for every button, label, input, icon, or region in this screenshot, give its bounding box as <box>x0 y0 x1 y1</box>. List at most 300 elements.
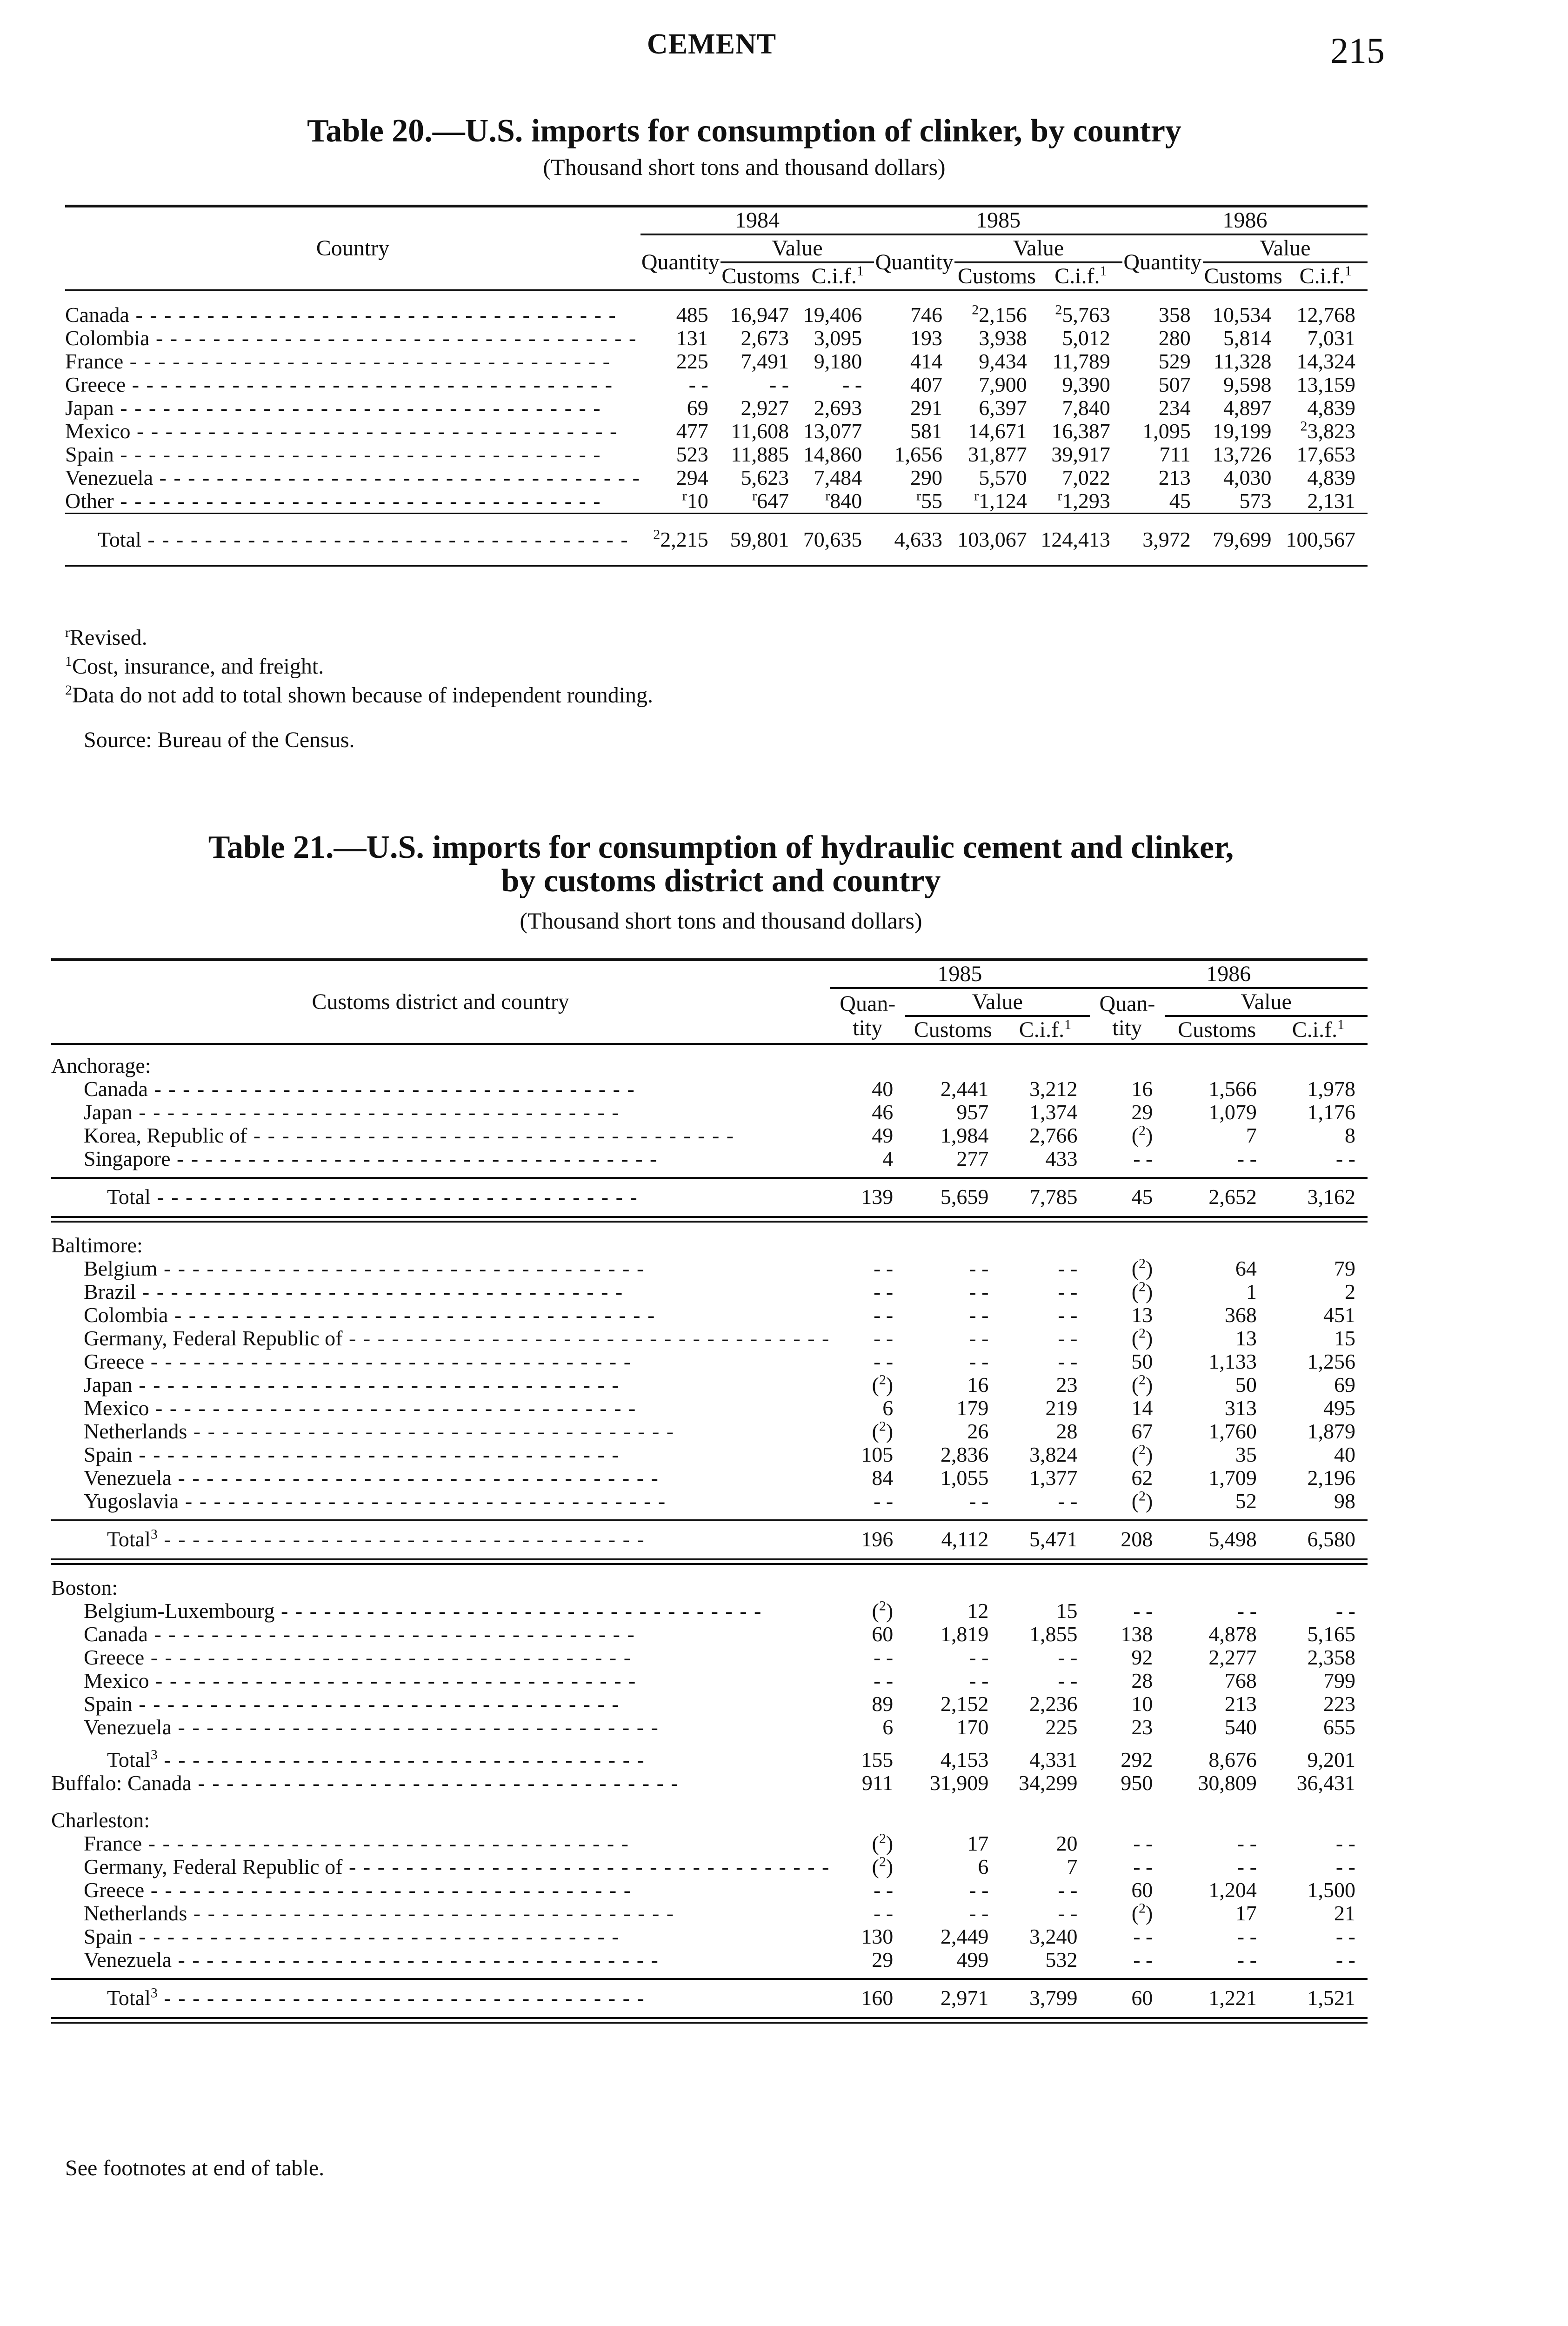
note-2: $^2$Data do not add to total shown because of independent rounding. <box>65 682 654 708</box>
value-cell: 11,608 <box>731 419 789 443</box>
col-cif: C.i.f.$^1$ <box>811 263 864 288</box>
value-cell: 29 <box>872 1948 894 1972</box>
value-cell: 581 <box>910 419 943 443</box>
value-cell: ($^2$) <box>1131 1279 1153 1303</box>
country-name: Colombia - - - <box>51 1303 830 1327</box>
table20-source: Source: Bureau of the Census. <box>84 728 355 752</box>
table21-title-line2: by customs district and country <box>501 863 941 899</box>
table-row <box>51 1280 1368 1303</box>
country-name: Greece - - - <box>51 1350 830 1373</box>
value-cell: 290 <box>910 466 943 489</box>
total-row <box>65 514 1368 566</box>
value-cell: 11,789 <box>1052 349 1110 373</box>
country-name: Korea, Republic of - - - <box>51 1124 830 1147</box>
value-cell: 3,799 <box>1029 1986 1078 2010</box>
value-cell: 1,377 <box>1029 1466 1078 1490</box>
col-value: Value <box>721 234 874 262</box>
value-cell: - - <box>1335 1831 1355 1855</box>
value-cell: - - <box>1058 1901 1078 1925</box>
value-cell: $^2$2,156 <box>972 302 1027 327</box>
country-name: France - - - <box>65 350 641 373</box>
value-cell: 138 <box>1121 1622 1153 1646</box>
table-row <box>65 373 1368 396</box>
value-cell: 98 <box>1334 1489 1355 1513</box>
district-name: Charleston: <box>51 1809 150 1832</box>
value-cell: 280 <box>1158 326 1191 350</box>
value-cell: $^r$10 <box>682 488 708 513</box>
value-cell: - - <box>1237 1948 1257 1972</box>
value-cell: - - <box>1133 1831 1153 1855</box>
value-cell: 1,566 <box>1208 1077 1257 1101</box>
value-cell: 67 <box>1131 1419 1153 1443</box>
table-row <box>51 1327 1368 1350</box>
year-1985: 1985 <box>830 960 1089 988</box>
table-row <box>51 1716 1368 1739</box>
table-row <box>51 1420 1368 1443</box>
value-cell: 8,676 <box>1208 1748 1257 1771</box>
value-cell: 155 <box>861 1748 894 1771</box>
value-cell: 2,131 <box>1307 489 1355 513</box>
value-cell: 3,095 <box>814 326 862 350</box>
total-label: Total$^3$ - - - <box>51 1528 830 1551</box>
value-cell: - - <box>969 1257 989 1280</box>
value-cell: ($^2$) <box>872 1831 894 1855</box>
value-cell: 5,623 <box>741 466 789 489</box>
value-cell: 1,204 <box>1208 1878 1257 1902</box>
value-cell: 29 <box>1131 1100 1153 1124</box>
value-cell: 13,077 <box>803 419 862 443</box>
value-cell: 1,855 <box>1029 1622 1078 1646</box>
value-cell: - - <box>1335 1948 1355 1972</box>
value-cell: 15 <box>1334 1326 1355 1350</box>
value-cell: 2,152 <box>940 1692 989 1716</box>
value-cell: 223 <box>1323 1692 1355 1716</box>
value-cell: - - <box>1335 1147 1355 1170</box>
country-name: Venezuela - - - <box>51 1466 830 1490</box>
value-cell: 1 <box>1246 1280 1257 1303</box>
value-cell: 523 <box>676 442 708 466</box>
value-cell: - - <box>688 373 708 396</box>
value-cell: 957 <box>956 1100 989 1124</box>
value-cell: 2,236 <box>1029 1692 1078 1716</box>
value-cell: 14,324 <box>1296 349 1355 373</box>
table-row <box>51 1669 1368 1692</box>
value-cell: ($^2$) <box>1131 1325 1153 1350</box>
value-cell: 2,196 <box>1307 1466 1355 1490</box>
total-row <box>51 1528 1368 1551</box>
total-value-cell: 103,067 <box>957 528 1027 551</box>
value-cell: 2,441 <box>940 1077 989 1101</box>
value-cell: ($^2$) <box>872 1854 894 1878</box>
col-customs: Customs <box>957 264 1036 288</box>
value-cell: 7 <box>1067 1855 1078 1878</box>
value-cell: ($^2$) <box>1131 1442 1153 1466</box>
value-cell: 1,978 <box>1307 1077 1355 1101</box>
country-name: Spain - - - <box>51 1925 830 1948</box>
value-cell: 13 <box>1235 1326 1257 1350</box>
table21-footer: See footnotes at end of table. <box>65 2156 325 2180</box>
value-cell: 5,012 <box>1062 326 1110 350</box>
value-cell: - - <box>1058 1645 1078 1669</box>
value-cell: 16 <box>967 1373 989 1397</box>
value-cell: 69 <box>1334 1373 1355 1397</box>
year-1985: 1985 <box>874 206 1122 234</box>
value-cell: $^r$1,124 <box>974 488 1027 513</box>
table-row <box>65 443 1368 466</box>
note-revised: $^r$Revised. <box>65 625 147 650</box>
value-cell: - - <box>1058 1669 1078 1692</box>
value-cell: 6 <box>882 1715 894 1739</box>
value-cell: 7,840 <box>1062 396 1110 420</box>
value-cell: 35 <box>1235 1443 1257 1466</box>
value-cell: - - <box>1133 1147 1153 1170</box>
value-cell: 2,766 <box>1029 1123 1078 1147</box>
value-cell: 11,885 <box>731 442 789 466</box>
value-cell: ($^2$) <box>1131 1372 1153 1397</box>
value-cell: 34,299 <box>1019 1771 1078 1795</box>
country-name: Germany, Federal Republic of - - - <box>51 1855 830 1878</box>
country-name: Greece - - - <box>51 1646 830 1669</box>
value-cell: - - <box>969 1326 989 1350</box>
value-cell: 89 <box>872 1692 894 1716</box>
district-heading <box>51 1054 1368 1077</box>
value-cell: 20 <box>1056 1831 1078 1855</box>
country-name: Singapore - - - <box>51 1147 830 1170</box>
table-row <box>51 1350 1368 1373</box>
value-cell: 407 <box>910 373 943 396</box>
table-row <box>51 1855 1368 1878</box>
value-cell: 49 <box>872 1123 894 1147</box>
value-cell: 2,971 <box>940 1986 989 2010</box>
value-cell: 911 <box>861 1771 894 1795</box>
value-cell: 16,387 <box>1051 419 1110 443</box>
table-row <box>51 1397 1368 1420</box>
total-value-cell: 70,635 <box>803 528 862 551</box>
value-cell: 6,580 <box>1307 1527 1355 1551</box>
total-value-cell: 79,699 <box>1212 528 1272 551</box>
value-cell: 477 <box>676 419 708 443</box>
value-cell: 28 <box>1131 1669 1153 1692</box>
value-cell: 711 <box>1159 442 1191 466</box>
col-value: Value <box>954 234 1122 262</box>
country-name: Colombia - - - <box>65 327 641 350</box>
value-cell: - - <box>1335 1855 1355 1878</box>
value-cell: ($^2$) <box>1131 1256 1153 1280</box>
table-row <box>51 1490 1368 1513</box>
value-cell: 2,449 <box>940 1925 989 1948</box>
value-cell: 5,570 <box>979 466 1027 489</box>
col-cif: C.i.f.$^1$ <box>1019 1017 1072 1042</box>
value-cell: - - <box>1237 1855 1257 1878</box>
value-cell: 17 <box>1235 1901 1257 1925</box>
value-cell: 4,897 <box>1223 396 1272 420</box>
value-cell: - - <box>874 1280 894 1303</box>
value-cell: - - <box>969 1669 989 1692</box>
value-cell: 8 <box>1345 1123 1355 1147</box>
value-cell: 1,095 <box>1142 419 1191 443</box>
value-cell: 92 <box>1131 1645 1153 1669</box>
country-name: Mexico - - - <box>65 420 641 443</box>
value-cell: - - <box>1058 1303 1078 1327</box>
value-cell: 160 <box>861 1986 894 2010</box>
value-cell: - - <box>1058 1326 1078 1350</box>
country-name: Japan - - - <box>51 1101 830 1124</box>
table21 <box>51 958 1368 2035</box>
value-cell: - - <box>1058 1350 1078 1373</box>
table-row <box>65 396 1368 420</box>
value-cell: 7 <box>1246 1123 1257 1147</box>
value-cell: - - <box>874 1326 894 1350</box>
country-name: Greece - - - <box>65 373 641 396</box>
value-cell: 7,900 <box>979 373 1027 396</box>
value-cell: 532 <box>1045 1948 1078 1972</box>
value-cell: 40 <box>1334 1443 1355 1466</box>
value-cell: 39,917 <box>1051 442 1110 466</box>
value-cell: - - <box>1237 1147 1257 1170</box>
table-row <box>51 1832 1368 1855</box>
value-cell: 3,824 <box>1029 1443 1078 1466</box>
country-name: Spain - - - <box>51 1692 830 1716</box>
value-cell: 9,180 <box>814 349 862 373</box>
value-cell: 746 <box>910 303 943 327</box>
value-cell: 540 <box>1224 1715 1257 1739</box>
value-cell: 62 <box>1131 1466 1153 1490</box>
value-cell: - - <box>1058 1878 1078 1902</box>
value-cell: 193 <box>910 326 943 350</box>
district-heading <box>51 1576 1368 1599</box>
value-cell: 277 <box>956 1147 989 1170</box>
value-cell: - - <box>874 1257 894 1280</box>
value-cell: $^2$5,763 <box>1055 302 1110 327</box>
col-quantity: Quan- tity <box>840 991 896 1040</box>
value-cell: 2,652 <box>1208 1185 1257 1209</box>
value-cell: 10 <box>1131 1692 1153 1716</box>
value-cell: 7,484 <box>814 466 862 489</box>
country-name: Spain - - - <box>51 1443 830 1466</box>
value-cell: 3,162 <box>1307 1185 1355 1209</box>
value-cell: $^r$55 <box>916 488 943 513</box>
value-cell: 1,055 <box>940 1466 989 1490</box>
value-cell: 3,240 <box>1029 1925 1078 1948</box>
value-cell: - - <box>1133 1855 1153 1878</box>
table-row <box>51 1077 1368 1101</box>
table-row <box>51 1692 1368 1716</box>
country-name: Belgium - - - <box>51 1257 830 1280</box>
value-cell: 1,709 <box>1208 1466 1257 1490</box>
value-cell: 17 <box>967 1831 989 1855</box>
table-row <box>51 1902 1368 1925</box>
value-cell: 2,673 <box>741 326 789 350</box>
year-1986: 1986 <box>1122 206 1368 234</box>
value-cell: - - <box>1237 1925 1257 1948</box>
value-cell: 7,022 <box>1062 466 1110 489</box>
running-header: CEMENT <box>647 28 777 60</box>
value-cell: 9,390 <box>1062 373 1110 396</box>
value-cell: - - <box>1133 1948 1153 1972</box>
country-name: Venezuela - - - <box>51 1716 830 1739</box>
value-cell: 31,909 <box>929 1771 989 1795</box>
col-country: Country <box>316 236 390 261</box>
value-cell: - - <box>969 1901 989 1925</box>
col-customs: Customs <box>914 1017 992 1042</box>
table-row <box>51 1101 1368 1124</box>
col-quantity: Quantity <box>875 250 954 274</box>
value-cell: 225 <box>676 349 708 373</box>
value-cell: 50 <box>1131 1350 1153 1373</box>
value-cell: 1,176 <box>1307 1100 1355 1124</box>
value-cell: 170 <box>956 1715 989 1739</box>
col-value: Value <box>905 988 1089 1016</box>
country-name: Japan - - - <box>51 1373 830 1397</box>
table-row <box>51 1373 1368 1397</box>
value-cell: ($^2$) <box>872 1598 894 1623</box>
country-name: Greece - - - <box>51 1878 830 1902</box>
value-cell: - - <box>1237 1831 1257 1855</box>
col-quantity: Quan- tity <box>1099 991 1155 1040</box>
value-cell: 2,927 <box>741 396 789 420</box>
value-cell: - - <box>969 1280 989 1303</box>
value-cell: - - <box>1058 1489 1078 1513</box>
value-cell: 2 <box>1345 1280 1355 1303</box>
value-cell: 9,598 <box>1223 373 1272 396</box>
country-name: Venezuela - - - <box>51 1948 830 1972</box>
value-cell: ($^2$) <box>872 1418 894 1443</box>
value-cell: 7,491 <box>741 349 789 373</box>
table-row <box>51 1646 1368 1669</box>
value-cell: - - <box>969 1303 989 1327</box>
value-cell: 14,671 <box>968 419 1027 443</box>
value-cell: - - <box>1335 1925 1355 1948</box>
value-cell: 414 <box>910 349 943 373</box>
value-cell: 3,212 <box>1029 1077 1078 1101</box>
table-row <box>51 1623 1368 1646</box>
value-cell: - - <box>1335 1599 1355 1623</box>
table-row <box>51 1303 1368 1327</box>
country-name: Germany, Federal Republic of - - - <box>51 1327 830 1350</box>
value-cell: 219 <box>1045 1396 1078 1420</box>
value-cell: 13 <box>1131 1303 1153 1327</box>
value-cell: 2,277 <box>1208 1645 1257 1669</box>
value-cell: 130 <box>861 1925 894 1948</box>
value-cell: 768 <box>1224 1669 1257 1692</box>
total-value-cell: 4,633 <box>894 528 943 551</box>
value-cell: 196 <box>861 1527 894 1551</box>
value-cell: 2,836 <box>940 1443 989 1466</box>
value-cell: 131 <box>676 326 708 350</box>
table-row <box>51 1257 1368 1280</box>
value-cell: 45 <box>1131 1185 1153 1209</box>
value-cell: 573 <box>1239 489 1272 513</box>
district-name: Anchorage: <box>51 1054 151 1077</box>
value-cell: 28 <box>1056 1419 1078 1443</box>
value-cell: 1,221 <box>1208 1986 1257 2010</box>
value-cell: - - <box>874 1350 894 1373</box>
value-cell: 23 <box>1056 1373 1078 1397</box>
country-name: Yugoslavia - - - <box>51 1490 830 1513</box>
col-cif: C.i.f.$^1$ <box>1299 263 1352 288</box>
value-cell: 12 <box>967 1599 989 1623</box>
value-cell: ($^2$) <box>872 1372 894 1397</box>
value-cell: ($^2$) <box>1131 1488 1153 1513</box>
col-district: Customs district and country <box>312 989 569 1014</box>
country-name: Belgium-Luxembourg - - - <box>51 1599 830 1623</box>
total-row <box>51 1748 1368 1771</box>
value-cell: 1,760 <box>1208 1419 1257 1443</box>
value-cell: 213 <box>1158 466 1191 489</box>
value-cell: 4 <box>882 1147 894 1170</box>
value-cell: 1,079 <box>1208 1100 1257 1124</box>
value-cell: 433 <box>1045 1147 1078 1170</box>
value-cell: 179 <box>956 1396 989 1420</box>
value-cell: 14,860 <box>803 442 862 466</box>
total-value-cell: 124,413 <box>1041 528 1110 551</box>
value-cell: 799 <box>1323 1669 1355 1692</box>
col-quantity: Quantity <box>641 250 720 274</box>
value-cell: 1,500 <box>1307 1878 1355 1902</box>
col-cif: C.i.f.$^1$ <box>1054 263 1107 288</box>
value-cell: - - <box>969 1878 989 1902</box>
value-cell: 485 <box>676 303 708 327</box>
table-row <box>51 1878 1368 1902</box>
value-cell: 3,938 <box>979 326 1027 350</box>
value-cell: - - <box>874 1901 894 1925</box>
district-name: Boston: <box>51 1576 118 1599</box>
value-cell: 4,331 <box>1029 1748 1078 1771</box>
value-cell: 1,521 <box>1307 1986 1355 2010</box>
value-cell: 26 <box>967 1419 989 1443</box>
value-cell: 1,984 <box>940 1123 989 1147</box>
value-cell: 84 <box>872 1466 894 1490</box>
table-row <box>51 1443 1368 1466</box>
value-cell: - - <box>874 1878 894 1902</box>
value-cell: 499 <box>956 1948 989 1972</box>
note-1: $^1$Cost, insurance, and freight. <box>65 654 324 679</box>
total-label: Total - - - <box>51 1185 830 1209</box>
value-cell: 19,406 <box>803 303 862 327</box>
value-cell: 50 <box>1235 1373 1257 1397</box>
value-cell: - - <box>769 373 789 396</box>
value-cell: 21 <box>1334 1901 1355 1925</box>
value-cell: - - <box>1133 1925 1153 1948</box>
col-cif: C.i.f.$^1$ <box>1292 1017 1345 1042</box>
value-cell: 950 <box>1121 1771 1153 1795</box>
value-cell: 4,839 <box>1307 466 1355 489</box>
year-1986: 1986 <box>1090 960 1368 988</box>
value-cell: 13,726 <box>1212 442 1272 466</box>
value-cell: 294 <box>676 466 708 489</box>
table21-title-line1: Table 21.—U.S. imports for consumption of hydraulic cement and clinker, <box>208 829 1234 865</box>
country-name: Other - - - <box>65 489 641 514</box>
value-cell: 495 <box>1323 1396 1355 1420</box>
table-row <box>51 1466 1368 1490</box>
district-heading <box>51 1234 1368 1257</box>
value-cell: 16 <box>1131 1077 1153 1101</box>
value-cell: 5,165 <box>1307 1622 1355 1646</box>
table-row <box>65 489 1368 514</box>
value-cell: 2,693 <box>814 396 862 420</box>
value-cell: 36,431 <box>1296 1771 1355 1795</box>
value-cell: 45 <box>1169 489 1191 513</box>
value-cell: 292 <box>1121 1748 1153 1771</box>
value-cell: 6 <box>978 1855 989 1878</box>
table-row <box>51 1599 1368 1623</box>
value-cell: 60 <box>872 1622 894 1646</box>
country-name: Canada - - - <box>51 1623 830 1646</box>
value-cell: 139 <box>861 1185 894 1209</box>
value-cell: - - <box>1133 1599 1153 1623</box>
table20-title: Table 20.—U.S. imports for consumption of clinker, by country <box>307 113 1181 149</box>
value-cell: 213 <box>1224 1692 1257 1716</box>
